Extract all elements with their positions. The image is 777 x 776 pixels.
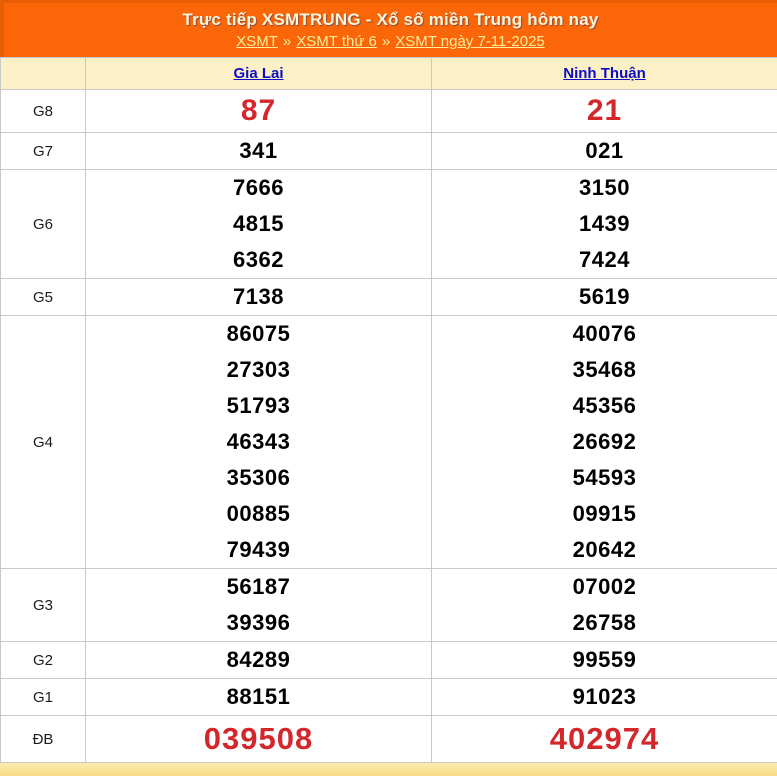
results-table bbox=[0, 57, 777, 763]
result-number: 4815 bbox=[233, 211, 284, 236]
result-number: 40076 bbox=[572, 321, 637, 346]
result-number: 84289 bbox=[226, 647, 291, 672]
breadcrumb-separator: » bbox=[381, 33, 391, 50]
column-header-ninh-thuan[interactable]: Ninh Thuận bbox=[563, 64, 646, 82]
prize-label-g1: G1 bbox=[1, 679, 86, 716]
breadcrumb-separator: » bbox=[282, 33, 292, 50]
result-number: 07002 bbox=[572, 574, 637, 599]
table-row-g2 bbox=[1, 642, 777, 679]
result-number: 26692 bbox=[572, 429, 637, 454]
result-number: 7666 bbox=[233, 175, 284, 200]
result-number: 88151 bbox=[226, 684, 291, 709]
result-number: 45356 bbox=[572, 393, 637, 418]
prize-label-g7: G7 bbox=[1, 133, 86, 170]
result-number: 341 bbox=[239, 138, 278, 163]
breadcrumb-link-xsmt[interactable]: XSMT bbox=[236, 33, 278, 50]
result-number: 7138 bbox=[233, 284, 284, 309]
result-number: 09915 bbox=[572, 501, 637, 526]
prize-label-g4: G4 bbox=[1, 316, 86, 569]
table-row-g6 bbox=[1, 170, 777, 279]
breadcrumb bbox=[4, 33, 777, 51]
table-row-g4 bbox=[1, 316, 777, 569]
table-row-g8 bbox=[1, 90, 777, 133]
result-number: 21 bbox=[586, 94, 623, 127]
result-number: 54593 bbox=[572, 465, 637, 490]
prize-label-g6: G6 bbox=[1, 170, 86, 279]
page-header bbox=[0, 0, 777, 57]
result-number: 3150 bbox=[579, 175, 630, 200]
result-number: 00885 bbox=[226, 501, 291, 526]
table-row-g7 bbox=[1, 133, 777, 170]
result-number: 46343 bbox=[226, 429, 291, 454]
table-row-g5 bbox=[1, 279, 777, 316]
result-number: 021 bbox=[585, 138, 624, 163]
result-number: 20642 bbox=[572, 537, 637, 562]
result-number: 6362 bbox=[233, 247, 284, 272]
table-row-g3 bbox=[1, 569, 777, 642]
prize-column-header bbox=[1, 58, 86, 90]
prize-label-db: ĐB bbox=[1, 716, 86, 763]
prize-label-g8: G8 bbox=[1, 90, 86, 133]
column-header-gia-lai[interactable]: Gia Lai bbox=[233, 64, 284, 82]
breadcrumb-link-xsmt-thu-6[interactable]: XSMT thứ 6 bbox=[296, 33, 377, 50]
result-number: 5619 bbox=[579, 284, 630, 309]
result-number: 79439 bbox=[226, 537, 291, 562]
result-number: 99559 bbox=[572, 647, 637, 672]
result-number: 35468 bbox=[572, 357, 637, 382]
result-number: 91023 bbox=[572, 684, 637, 709]
result-number: 26758 bbox=[572, 610, 637, 635]
result-number: 87 bbox=[240, 94, 277, 127]
result-number: 39396 bbox=[226, 610, 291, 635]
table-header-row bbox=[1, 58, 777, 90]
page-title: Trực tiếp XSMTRUNG - Xổ số miền Trung hôm nay bbox=[182, 10, 599, 29]
table-row-g1 bbox=[1, 679, 777, 716]
result-number: 1439 bbox=[579, 211, 630, 236]
result-number: 7424 bbox=[579, 247, 630, 272]
result-number: 56187 bbox=[226, 574, 291, 599]
result-number: 86075 bbox=[226, 321, 291, 346]
result-number: 27303 bbox=[226, 357, 291, 382]
prize-label-g5: G5 bbox=[1, 279, 86, 316]
result-number: 35306 bbox=[226, 465, 291, 490]
breadcrumb-link-xsmt-date[interactable]: XSMT ngày 7-11-2025 bbox=[395, 33, 545, 50]
result-number-special: 402974 bbox=[549, 721, 660, 756]
table-row-db bbox=[1, 716, 777, 763]
prize-label-g2: G2 bbox=[1, 642, 86, 679]
result-number-special: 039508 bbox=[203, 721, 314, 756]
next-section-strip bbox=[0, 763, 777, 776]
result-number: 51793 bbox=[226, 393, 291, 418]
prize-label-g3: G3 bbox=[1, 569, 86, 642]
